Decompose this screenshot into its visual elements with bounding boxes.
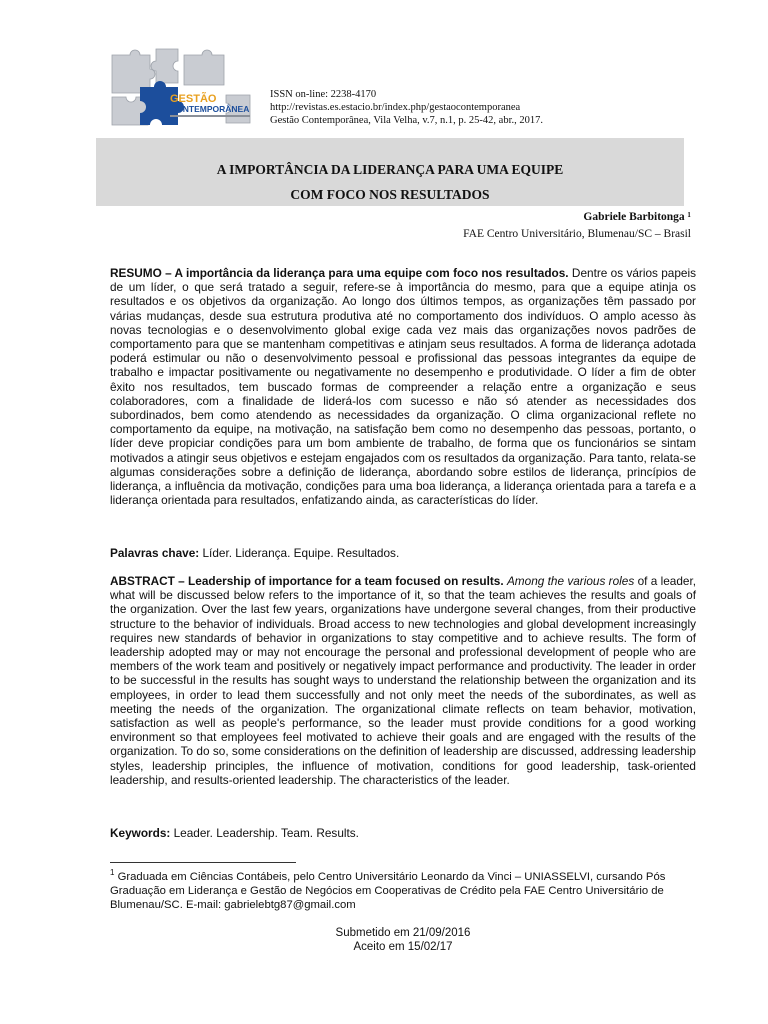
paper-title-line1: A IMPORTÂNCIA DA LIDERANÇA PARA UMA EQUIPE (216, 162, 564, 177)
footnote-marker: 1 (110, 868, 115, 877)
footnote-text: Graduada em Ciências Contábeis, pelo Centro Universitário Leonardo da Vinci – UNIASSELVI, cursando Pós Graduação em Liderança e Gestão de Negócios em Cooperativas de Crédito pela FAE Centro Universitário de Blumenau/SC. E-mail: gabrielebtg87@gmail.com (110, 870, 666, 911)
keywords-en-label: Keywords: (110, 826, 171, 840)
logo-text-contemporanea: CONTEMPORÂNEA (170, 104, 250, 114)
keywords-en-value: Leader. Leadership. Team. Results. (173, 826, 359, 840)
footnote-divider (110, 862, 296, 863)
journal-logo (106, 45, 262, 131)
resumo-heading: RESUMO – A importância da liderança para uma equipe com foco nos resultados. (110, 266, 569, 280)
keywords-pt-label: Palavras chave: (110, 546, 200, 560)
keywords-en (110, 826, 696, 840)
journal-header (270, 88, 610, 128)
keywords-pt-value: Líder. Liderança. Equipe. Resultados. (202, 546, 400, 560)
keywords-pt (110, 546, 696, 560)
logo-text-gestao: GESTÃO (170, 93, 217, 105)
abstract-paragraph (110, 574, 696, 787)
abstract-italic-lead: Among the various roles (506, 574, 635, 588)
author-affiliation: FAE Centro Universitário, Blumenau/SC – Brasil (463, 228, 691, 240)
footnote (110, 866, 696, 912)
resumo-paragraph (110, 266, 696, 507)
submitted-date: Submetido em 21/09/2016 (335, 927, 471, 939)
title-band (96, 138, 684, 206)
accepted-date: Aceito em 15/02/17 (353, 941, 453, 953)
paper-title-line2: COM FOCO NOS RESULTADOS (290, 187, 490, 202)
journal-url: http://revistas.es.estacio.br/index.php/gestaocontemporanea (270, 102, 521, 114)
abstract-heading: ABSTRACT – Leadership of importance for a team focused on results. (110, 574, 504, 588)
abstract-body: of a leader, what will be discussed below refers to the importance of it, so that the team achieves the results and goals of the organization. Over the last few years, organizations have undergone several changes, from their productive structure to the behavior of individuals. Broad access to new technologies and global development increasingly requires new standards of behavior in organizations to stay competitive and to achieve results. The form of leadership adopted may or may not encourage the personal and professional development of people who are members of the work team and positively or negatively impact performance and productivity. The leader in order to be successful in the results has sought ways to understand the relationship between the organization and its employees, in order to lead them successfully and not only meet the needs of the subordinates, as well as meeting the needs of the organization. The organizational climate reflects on team behavior, motivation, satisfaction as well as people's performance, so the leader must provide conditions for a good working environment so that employees feel motivated to achieve their goals and are engaged with the results of the organization. To do so, some considerations on the definition of leadership are discussed, addressing leadership styles, leadership principles, the influence of motivation, conditions for good leadership, task-oriented leadership, and results-oriented leadership. The characteristics of the leader. (110, 574, 696, 787)
author-name: Gabriele Barbitonga ¹ (583, 211, 691, 223)
submission-dates (110, 926, 696, 954)
issn: ISSN on-line: 2238-4170 (270, 89, 377, 100)
resumo-body: Dentre os vários papeis de um líder, o que será tratado a seguir, refere-se à importância do mesmo, para que a equipe atinja os resultados e os objetivos da organização. Ao longo dos últimos tempos, as organizações têm passado por várias mudanças, desde sua estrutura produtiva até no comportamento dos indivíduos. O amplo acesso às novas tecnologias e o desenvolvimento global exige cada vez mais das organizações novos padrões de comportamento para que se mantenham competitivas e atinjam seus resultados. A forma de liderança adotada poderá estimular ou não o desenvolvimento pessoal e profissional das pessoas integrantes da equipe de trabalho e impactar positivamente ou negativamente no desempenho e produtividade. O líder a fim de obter êxito nos resultados, tem buscado formas de compreender a relação entre a organização e seus colaboradores, com a finalidade de liderá-los com sucesso e não só atender as necessidades dos subordinados, bem como atendendo as necessidades da organização. O clima organizacional reflete no comportamento da equipe, na motivação, na satisfação bem como no desempenho das pessoas, portanto, o líder deve propiciar condições para um bom ambiente de trabalho, de forma que os funcionários se sintam motivados a atingir seus objetivos e estejam engajados com os resultados da organização. Para tanto, relata-se algumas considerações sobre a definição de liderança, abordando sobre estilos de liderança, princípios de liderança, a influência da motivação, condições para uma boa liderança, a liderança orientada para a tarefa e a liderança orientada para resultados, enfatizando ainda, as características do líder. (110, 266, 696, 508)
author-block (463, 209, 691, 243)
journal-citation: Gestão Contemporânea, Vila Velha, v.7, n.1, p. 25-42, abr., 2017. (270, 115, 543, 127)
